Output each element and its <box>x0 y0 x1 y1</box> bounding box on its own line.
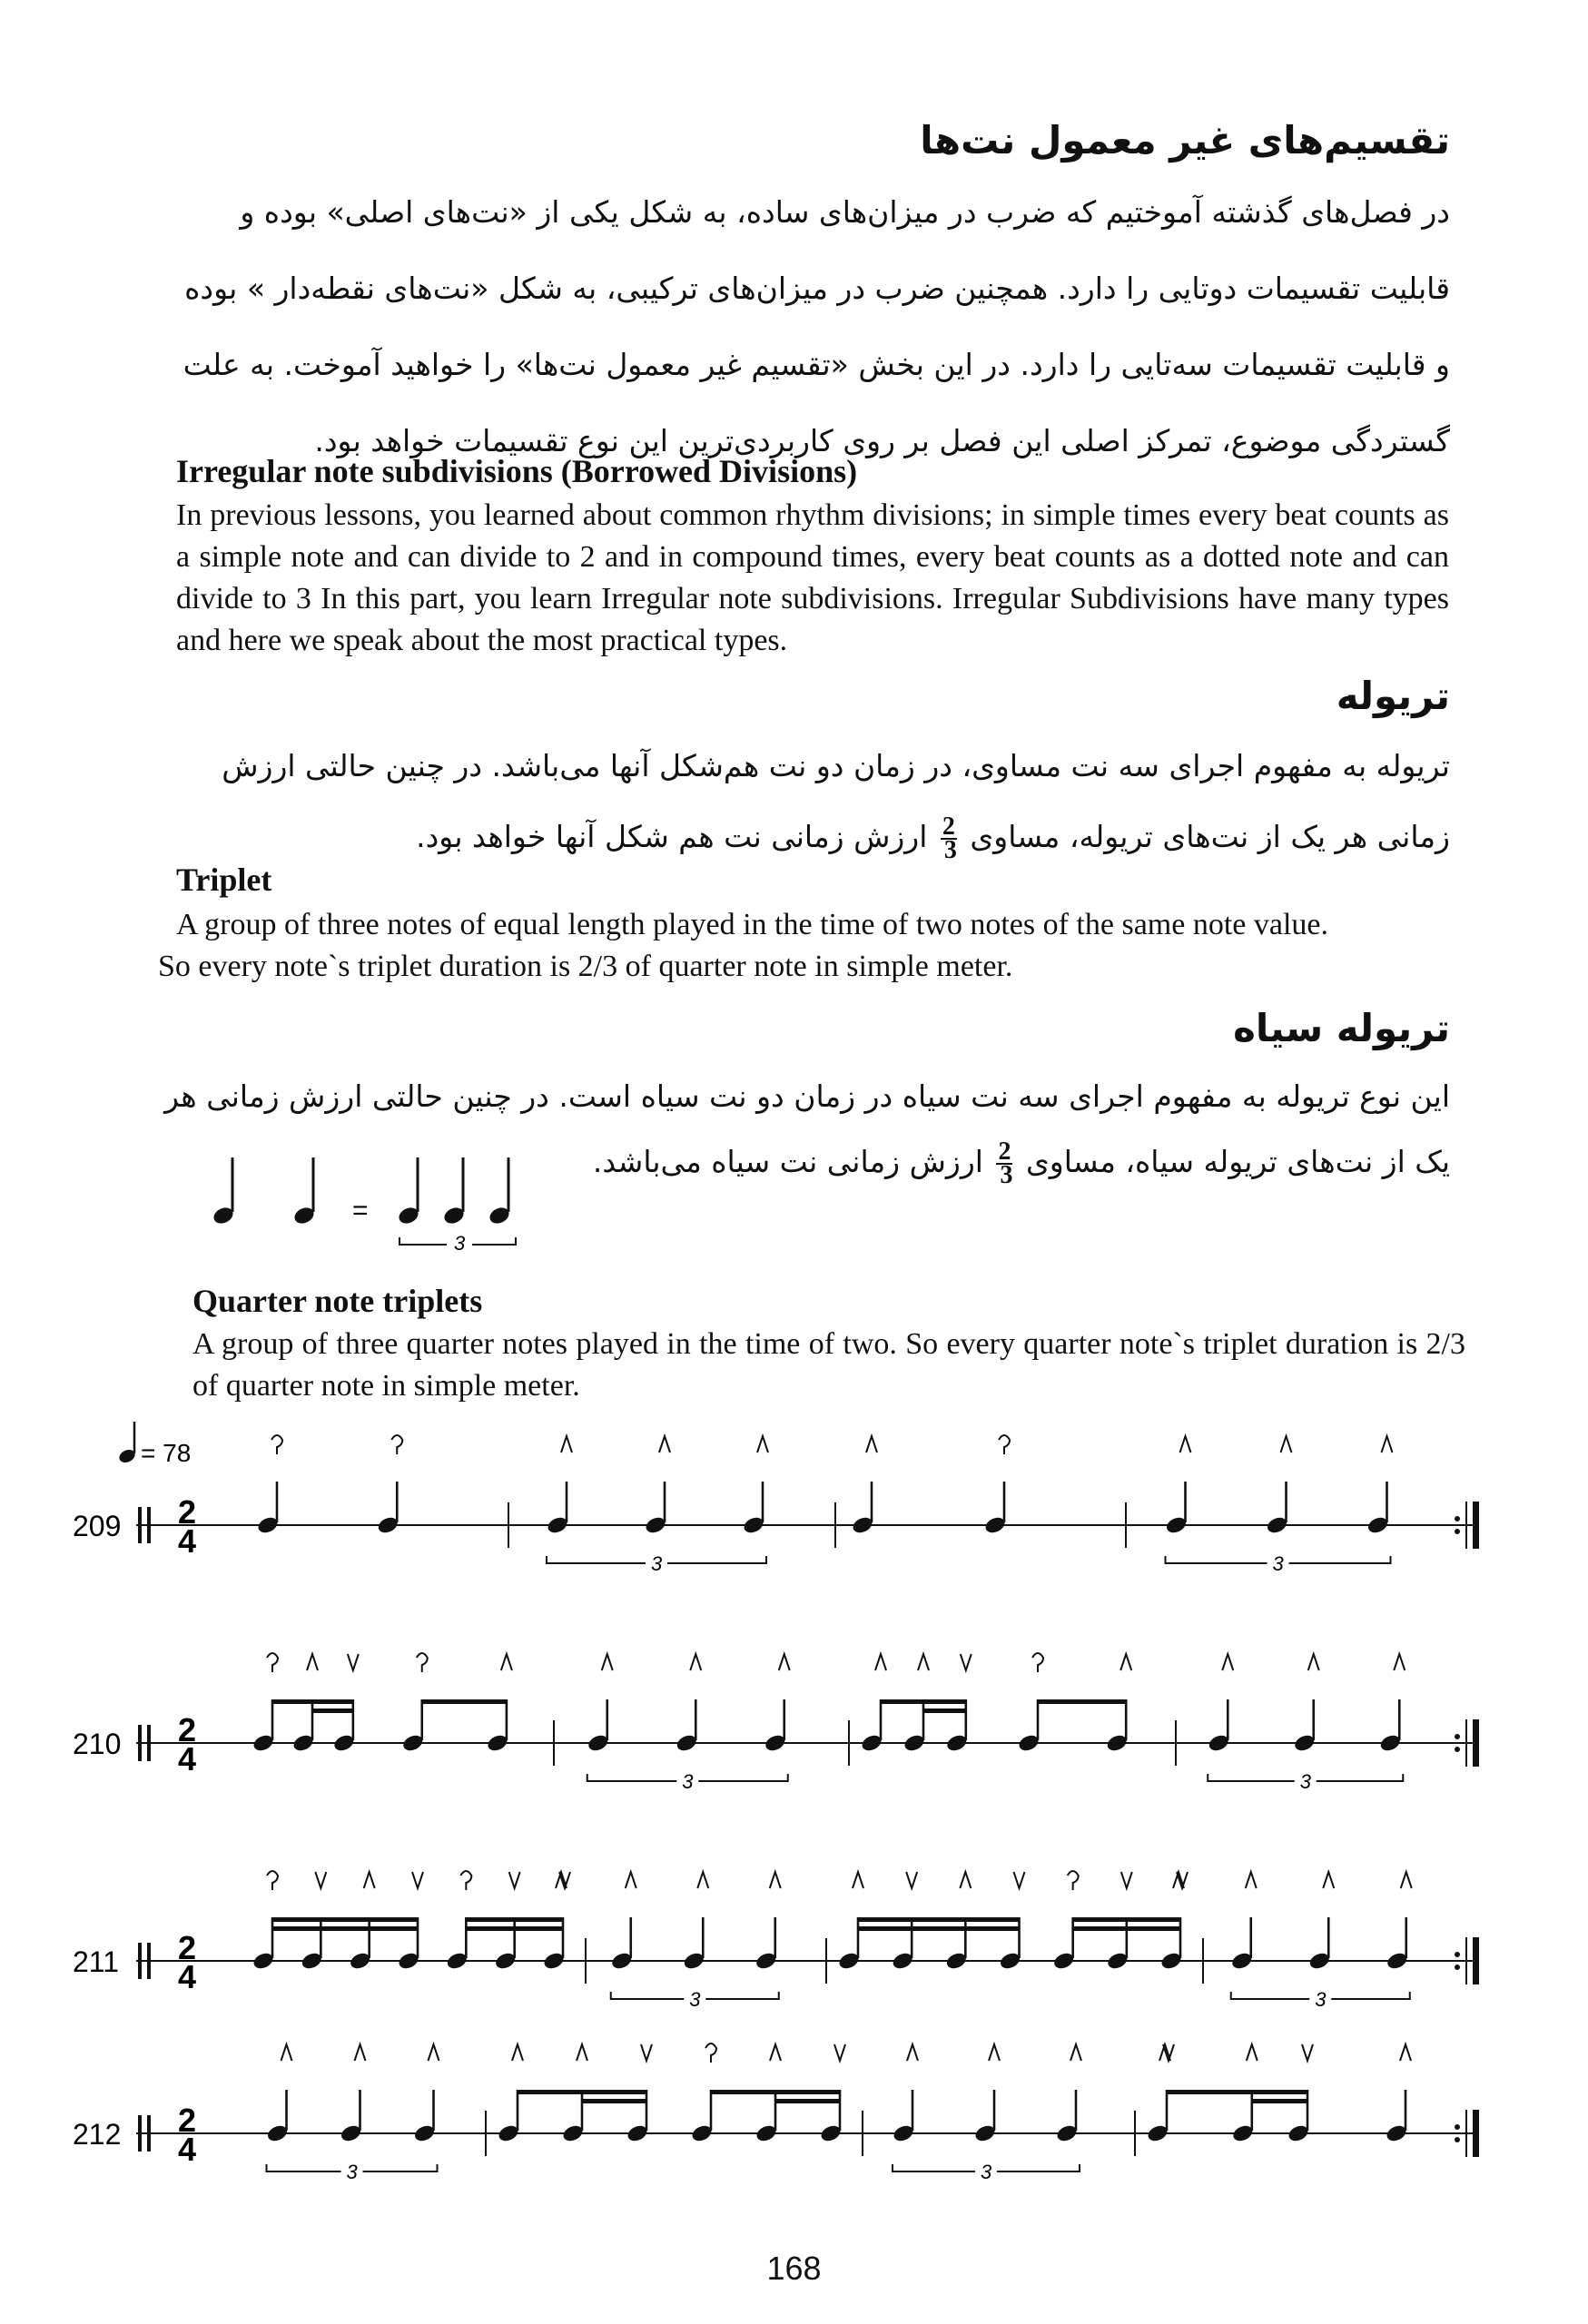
measure <box>486 2043 845 2156</box>
note <box>973 2090 997 2143</box>
measure <box>252 1653 512 1753</box>
fa-paragraph-1 <box>161 174 1450 479</box>
articulation-mark <box>460 1871 471 1890</box>
articulation-mark <box>907 2044 918 2061</box>
note <box>610 1917 634 1971</box>
measure <box>508 1436 768 1575</box>
beam <box>422 1699 507 1704</box>
articulation-mark <box>659 1436 670 1452</box>
beam <box>466 1917 563 1922</box>
beam <box>858 1917 1020 1922</box>
note <box>256 1482 280 1535</box>
tempo-text: = 78 <box>141 1439 192 1467</box>
time-signature <box>178 1493 196 1560</box>
note <box>494 1917 518 1971</box>
quarter-note <box>292 1157 317 1226</box>
quarter-note <box>397 1157 421 1226</box>
en-title-3: Quarter note triplets <box>192 1283 483 1319</box>
articulation-mark <box>1032 1653 1043 1672</box>
note <box>945 1699 969 1753</box>
note <box>819 2090 843 2143</box>
articulation-mark <box>961 1654 972 1670</box>
note <box>300 1917 323 1971</box>
fa-para-1-line: گستردگی موضوع، تمرکز اصلی این فصل بر روی کاربردی‌ترین این نوع تقسیمات خواهد بود. <box>314 423 1450 458</box>
beam <box>881 1699 966 1704</box>
quarter-note <box>488 1157 512 1226</box>
note <box>682 1917 705 1971</box>
note <box>445 1917 469 1971</box>
note <box>837 1917 861 1971</box>
note <box>587 1699 610 1753</box>
measure <box>863 2044 1081 2183</box>
articulation-mark <box>757 1436 768 1452</box>
beam <box>1073 1926 1180 1931</box>
exercise-row <box>73 1653 1479 1793</box>
triplet-number: 3 <box>981 2161 992 2183</box>
note <box>401 1699 425 1753</box>
percussion-clef <box>138 2115 142 2152</box>
fa-title-1: تقسیم‌های غیر معمول نت‌ها <box>920 118 1450 162</box>
note <box>542 1917 566 1971</box>
note <box>1052 1917 1076 1971</box>
en-para-2-line: A group of three notes of equal length played in the time of two notes of the same note value. <box>176 908 1328 941</box>
note <box>860 1699 883 1753</box>
measure <box>849 1653 1131 1766</box>
note <box>892 2090 915 2143</box>
articulation-mark <box>1323 1872 1334 1888</box>
note <box>1307 1917 1331 1971</box>
note <box>1207 1699 1230 1753</box>
percussion-clef <box>138 1943 142 1979</box>
note <box>497 2090 520 2143</box>
note <box>902 1699 926 1753</box>
articulation-mark <box>364 1872 375 1888</box>
measure <box>252 1871 570 1971</box>
fa-title-3: تریوله سیاه <box>1233 1006 1450 1050</box>
note <box>1378 1699 1402 1753</box>
fa-title-2: تریوله <box>1336 674 1450 718</box>
articulation-mark <box>315 1872 326 1888</box>
exercise-row <box>73 2043 1479 2183</box>
note <box>1231 2090 1255 2143</box>
triplet-number: 3 <box>1315 1988 1327 2011</box>
beam <box>312 1709 353 1713</box>
articulation-mark <box>417 1653 428 1672</box>
articulation-mark <box>1070 2044 1081 2061</box>
note <box>397 1917 420 1971</box>
triplet-number: 3 <box>454 1232 466 1255</box>
fraction-two-thirds: $\frac{2}{3}$ <box>998 1137 1013 1189</box>
beam <box>1252 2099 1307 2103</box>
measure <box>1176 1654 1405 1793</box>
articulation-mark <box>834 2044 845 2061</box>
triplet-number: 3 <box>651 1552 663 1575</box>
time-signature <box>178 1929 196 1995</box>
beam <box>1073 1917 1180 1922</box>
triplet-bracket <box>547 1552 766 1575</box>
fa-para-1-line: در فصل‌های گذشته آموختیم که ضرب در میزان‌های ساده، به شکل یکی از «نت‌های اصلی» بوده و <box>240 194 1450 230</box>
measure <box>586 1872 781 2011</box>
rhythm-exercises <box>0 1416 1588 2233</box>
articulation-mark <box>512 2044 523 2061</box>
time-signature-bottom: 4 <box>178 1740 197 1777</box>
exercise-number: 212 <box>73 2118 122 2151</box>
fa-paragraph-2 <box>161 731 1450 872</box>
triplet-bracket <box>611 1988 779 2011</box>
beam <box>272 1699 353 1704</box>
articulation-mark <box>770 1872 781 1888</box>
quarter-note <box>212 1157 236 1226</box>
articulation-mark <box>1401 1872 1412 1888</box>
exercise-number: 209 <box>73 1510 122 1542</box>
triplet-equivalence-example <box>191 1148 572 1257</box>
beam <box>858 1926 1020 1931</box>
note <box>291 1699 315 1753</box>
articulation-mark <box>1247 2044 1258 2061</box>
time-signature-top: 2 <box>178 1929 197 1966</box>
measure <box>1203 1872 1412 2011</box>
en-paragraph-3: A group of three quarter notes played in the time of two. So every quarter note`s triplet duration is 2/3 of quarter note in simple meter. <box>192 1327 1465 1403</box>
note <box>742 1482 765 1535</box>
articulation-mark <box>1159 2044 1174 2061</box>
note <box>546 1482 569 1535</box>
articulation-mark <box>509 1872 520 1888</box>
fa-para-3-after: ارزش زمانی نت سیاه می‌باشد. <box>592 1144 983 1179</box>
articulation-mark <box>1014 1872 1025 1888</box>
en-title-2: Triplet <box>176 862 272 898</box>
percussion-clef <box>147 1943 151 1979</box>
fa-para-3-line: این نوع تریوله به مفهوم اجرای سه نت سیاه در زمان دو نت سیاه است. در چنین حالتی ارزش زمانی هر <box>164 1078 1450 1114</box>
articulation-mark <box>906 1872 917 1888</box>
beam <box>1167 2090 1307 2094</box>
note <box>1105 1699 1129 1753</box>
beam <box>466 1926 563 1931</box>
note <box>1159 1917 1183 1971</box>
articulation-mark <box>556 1872 570 1888</box>
beam <box>272 1917 418 1922</box>
note <box>944 1917 968 1971</box>
articulation-mark <box>307 1654 318 1670</box>
beam <box>711 2090 840 2094</box>
note <box>755 2090 778 2143</box>
triplet-bracket <box>1166 1552 1391 1575</box>
fa-para-1-line: قابلیت تقسیمات دوتایی را دارد. همچنین ضرب در میزان‌های ترکیبی، به شکل «نت‌های نقطه‌دار » بوده <box>184 271 1450 306</box>
time-signature <box>178 1711 196 1777</box>
articulation-mark <box>1281 1436 1292 1452</box>
note <box>1146 2090 1169 2143</box>
articulation-mark <box>989 2044 1000 2061</box>
percussion-clef <box>138 1725 142 1761</box>
articulation-mark <box>875 1654 886 1670</box>
en-title-1: Irregular note subdivisions (Borrowed Divisions) <box>176 453 858 489</box>
note <box>1386 1917 1409 1971</box>
articulation-mark <box>1246 1872 1257 1888</box>
triplet-bracket <box>1208 1770 1403 1793</box>
fa-para-3-before: یک از نت‌های تریوله سیاه، مساوی <box>1025 1144 1450 1179</box>
articulation-mark <box>779 1654 790 1670</box>
triplet-bracket <box>267 2161 438 2183</box>
en-para-2-line: So every note`s triplet duration is 2/3 of quarter note in simple meter. <box>158 950 1013 983</box>
fa-para-3-line-2 <box>578 1135 1450 1189</box>
time-signature-bottom: 4 <box>178 1958 197 1995</box>
articulation-mark <box>1302 2044 1313 2061</box>
measure <box>265 2044 439 2183</box>
beam <box>272 1926 418 1931</box>
note <box>412 2090 436 2143</box>
articulation-mark <box>1120 1654 1131 1670</box>
articulation-mark <box>866 1436 877 1452</box>
exercise-number: 211 <box>73 1945 120 1978</box>
note <box>486 1699 509 1753</box>
articulation-mark <box>1173 1872 1188 1888</box>
note <box>1385 2090 1408 2143</box>
articulation-mark <box>348 1654 359 1670</box>
time-signature-top: 2 <box>178 1711 197 1748</box>
note <box>998 1917 1021 1971</box>
beam <box>582 2099 646 2103</box>
articulation-mark <box>1400 2044 1411 2061</box>
articulation-mark <box>501 1654 512 1670</box>
note <box>675 1699 698 1753</box>
articulation-mark <box>577 2044 587 2061</box>
articulation-mark <box>1308 1654 1319 1670</box>
note <box>561 2090 585 2143</box>
quarter-note <box>442 1157 467 1226</box>
note <box>626 2090 649 2143</box>
fa-paragraph-3 <box>161 1060 1450 1133</box>
percussion-clef <box>147 1507 151 1543</box>
measure <box>554 1654 790 1793</box>
articulation-mark <box>853 1872 863 1888</box>
exercise-row <box>73 1871 1479 2011</box>
note <box>1265 1482 1288 1535</box>
articulation-mark <box>770 2044 781 2061</box>
triplet-number: 3 <box>346 2161 358 2183</box>
page-number: 168 <box>766 2250 822 2287</box>
note <box>332 1699 356 1753</box>
triplet-bracket <box>893 2161 1080 2183</box>
note <box>1293 1699 1317 1753</box>
fa-para-1-line: و قابلیت تقسیمات سه‌تایی را دارد. در این بخش «تقسیم غیر معمول نت‌ها» را خواهید آموخت. به علت <box>182 347 1450 382</box>
note <box>339 2090 362 2143</box>
beam <box>1038 1699 1126 1704</box>
triplet-bracket <box>587 1770 788 1793</box>
articulation-mark <box>918 1654 929 1670</box>
time-signature-bottom: 4 <box>178 2131 197 2168</box>
articulation-mark <box>412 1872 423 1888</box>
articulation-mark <box>626 1872 636 1888</box>
articulation-mark <box>429 2044 439 2061</box>
triplet-bracket <box>1231 1988 1410 2011</box>
fa-para-2-line: تریوله به مفهوم اجرای سه نت مساوی، در زمان دو نت هم‌شکل آنها می‌باشد. در چنین حالتی ارزش <box>222 748 1450 783</box>
fa-para-2-after: ارزش زمانی نت هم شکل آنها خواهد بود. <box>416 819 928 854</box>
articulation-mark <box>281 2044 292 2061</box>
percussion-clef <box>147 2115 151 2152</box>
note <box>1230 1917 1254 1971</box>
note <box>1017 1699 1041 1753</box>
note <box>644 1482 667 1535</box>
measure <box>256 1435 402 1535</box>
note <box>376 1482 399 1535</box>
exercise-number: 210 <box>73 1728 122 1760</box>
articulation-mark <box>355 2044 366 2061</box>
articulation-mark <box>1121 1872 1132 1888</box>
note <box>1287 2090 1310 2143</box>
exercise-row <box>73 1435 1479 1575</box>
articulation-mark <box>705 2043 716 2063</box>
articulation-mark <box>960 1872 971 1888</box>
note <box>1366 1482 1389 1535</box>
articulation-mark <box>697 1872 708 1888</box>
note <box>851 1482 874 1535</box>
measure <box>826 1871 1188 1984</box>
en-paragraph-2 <box>158 904 1328 988</box>
note <box>265 2090 289 2143</box>
equals-sign: = <box>352 1196 369 1226</box>
articulation-mark <box>271 1435 282 1454</box>
articulation-mark <box>999 1435 1010 1454</box>
note <box>1164 1482 1188 1535</box>
articulation-mark <box>561 1436 572 1452</box>
beam <box>775 2099 840 2103</box>
articulation-mark <box>1180 1436 1191 1452</box>
time-signature-top: 2 <box>178 2102 197 2139</box>
en-paragraph-1: In previous lessons, you learned about common rhythm divisions; in simple times every beat counts as a simple note and can divide to 2 and in compound times, every beat counts as a dotted note and can divide to 3 In this part, you learn Irregular note subdivisions. Irregular Subdivisions have many types and here we speak about the most practical types. <box>176 498 1449 657</box>
fraction-two-thirds: $\frac{2}{3}$ <box>942 812 957 864</box>
triplet-bracket <box>399 1232 516 1255</box>
triplet-number: 3 <box>1299 1770 1311 1793</box>
fa-para-2-before: زمانی هر یک از نت‌های تریوله، مساوی <box>970 819 1450 854</box>
note <box>252 1917 275 1971</box>
beam <box>518 2090 646 2094</box>
note <box>764 1699 787 1753</box>
note <box>755 1917 778 1971</box>
articulation-mark <box>1222 1654 1233 1670</box>
triplet-number: 3 <box>1272 1552 1284 1575</box>
articulation-mark <box>1068 1871 1079 1890</box>
articulation-mark <box>602 1654 613 1670</box>
tempo-marking <box>117 1422 191 1467</box>
note <box>690 2090 714 2143</box>
measure <box>835 1435 1010 1548</box>
articulation-mark <box>641 2044 652 2061</box>
time-signature-top: 2 <box>178 1493 197 1531</box>
note <box>349 1917 372 1971</box>
measure <box>1126 1436 1393 1575</box>
articulation-mark <box>1382 1436 1393 1452</box>
note <box>891 1917 914 1971</box>
triplet-number: 3 <box>682 1770 694 1793</box>
articulation-mark <box>690 1654 701 1670</box>
percussion-clef <box>138 1507 142 1543</box>
fa-para-2-line-2 <box>161 802 1450 872</box>
articulation-mark <box>1394 1654 1405 1670</box>
articulation-mark <box>391 1435 402 1454</box>
note <box>983 1482 1007 1535</box>
beam <box>923 1709 966 1713</box>
note <box>252 1699 275 1753</box>
measure <box>1135 2044 1411 2156</box>
time-signature <box>178 2102 196 2168</box>
note <box>1106 1917 1129 1971</box>
articulation-mark <box>267 1871 278 1890</box>
time-signature-bottom: 4 <box>178 1522 197 1560</box>
percussion-clef <box>147 1725 151 1761</box>
articulation-mark <box>267 1653 278 1672</box>
note <box>1055 2090 1079 2143</box>
triplet-number: 3 <box>689 1988 701 2011</box>
